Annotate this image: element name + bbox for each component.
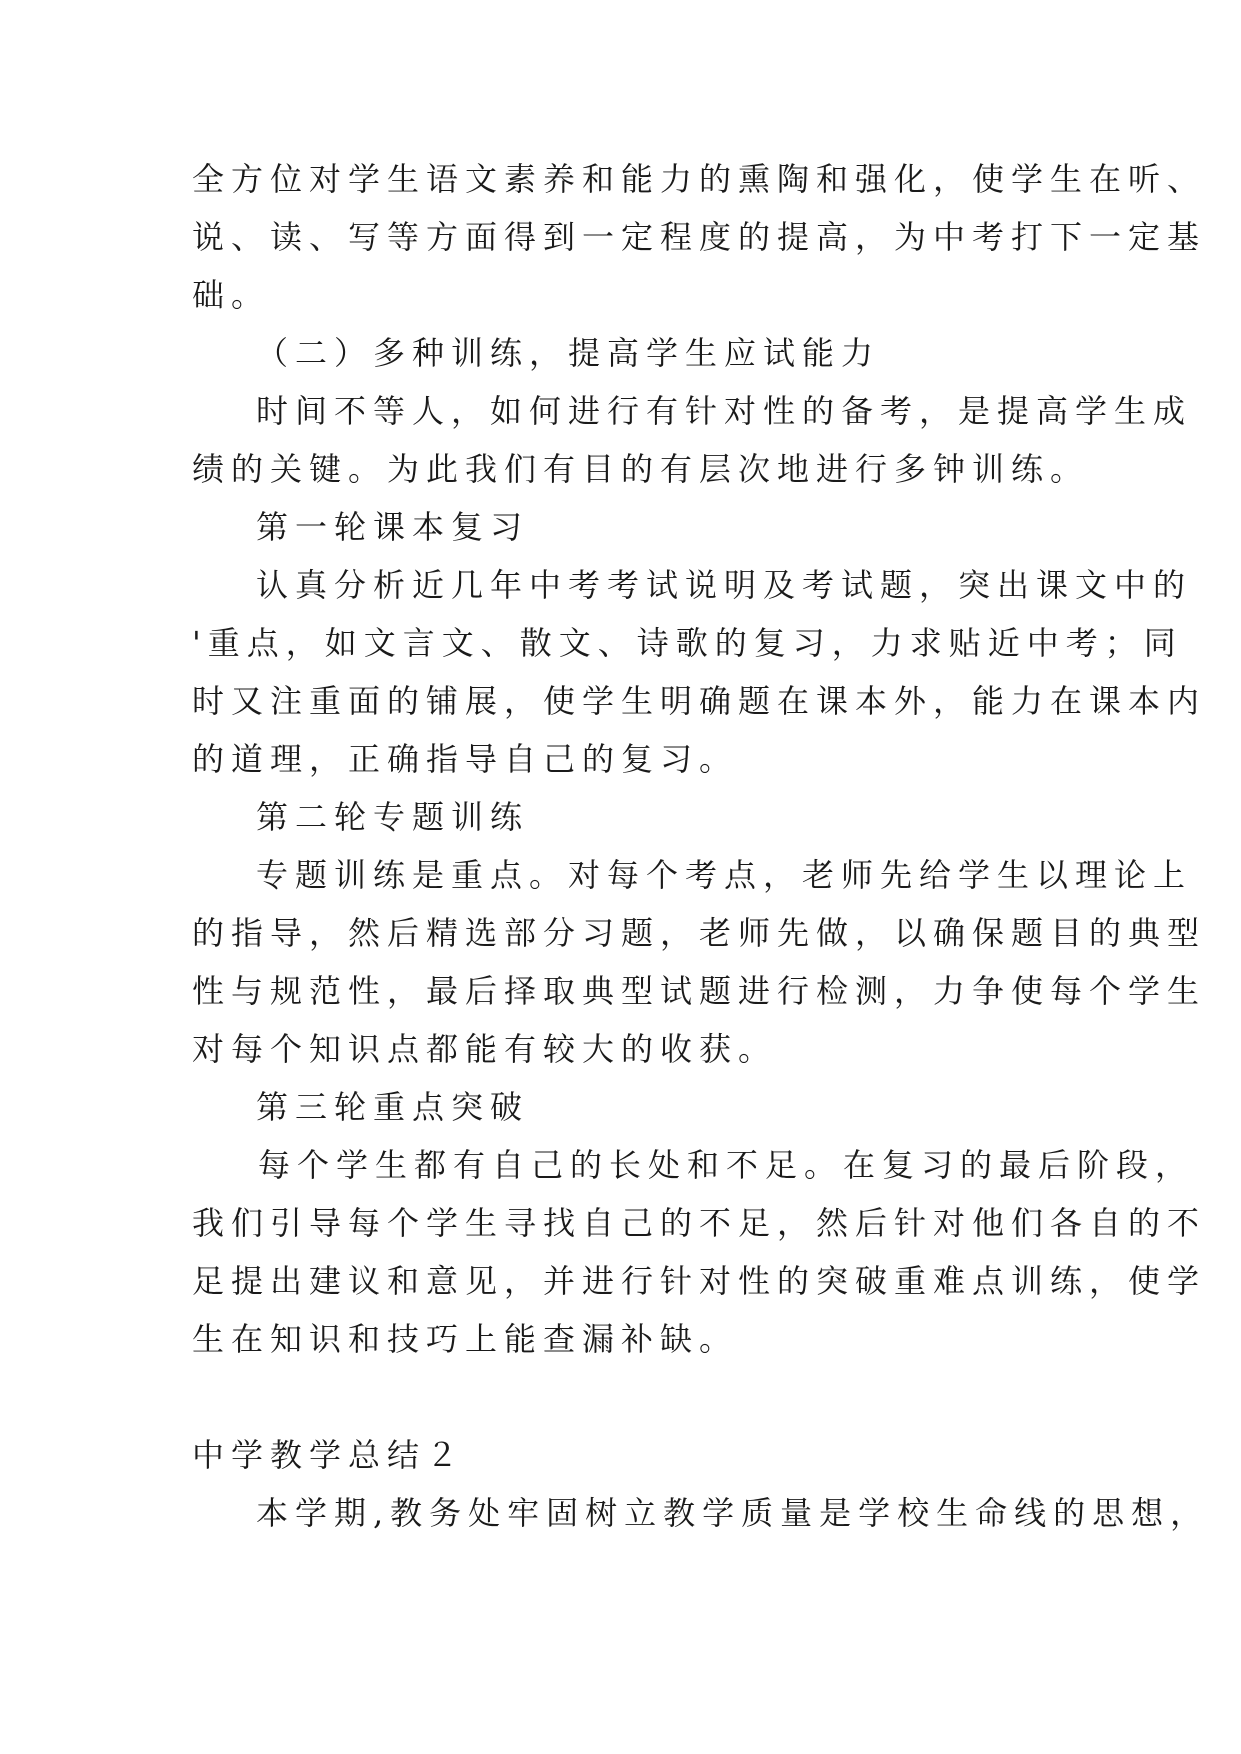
body-line: 的道理，正确指导自己的复习。 — [192, 740, 739, 778]
paragraph-first-line: 时间不等人，如何进行有针对性的备考，是提高学生成 — [256, 392, 1193, 430]
body-line: 时又注重面的铺展，使学生明确题在课本外，能力在课本内 — [192, 682, 1207, 720]
body-line: 我们引导每个学生寻找自己的不足，然后针对他们各自的不 — [192, 1204, 1207, 1242]
paragraph-first-line: 本学期,教务处牢固树立教学质量是学校生命线的思想， — [256, 1494, 1210, 1532]
body-line: 础。 — [192, 276, 271, 314]
paragraph-first-line: 认真分析近几年中考考试说明及考试题，突出课文中的 — [256, 566, 1193, 604]
body-line: 绩的关键。为此我们有目的有层次地进行多钟训练。 — [192, 450, 1090, 488]
subsection-heading: 第一轮课本复习 — [256, 508, 530, 546]
document-body — [192, 150, 1210, 1542]
body-line: '重点，如文言文、散文、诗歌的复习，力求贴近中考；同 — [192, 624, 1183, 662]
paragraph-first-line: 每个学生都有自己的长处和不足。在复习的最后阶段， — [258, 1146, 1195, 1184]
paragraph-first-line: 专题训练是重点。对每个考点，老师先给学生以理论上 — [256, 856, 1193, 894]
subsection-heading: 第三轮重点突破 — [256, 1088, 530, 1126]
section-heading: （二）多种训练，提高学生应试能力 — [256, 334, 881, 372]
subsection-heading: 第二轮专题训练 — [256, 798, 530, 836]
body-line: 的指导，然后精选部分习题，老师先做，以确保题目的典型 — [192, 914, 1207, 952]
body-line: 说、读、写等方面得到一定程度的提高，为中考打下一定基 — [192, 218, 1207, 256]
article-title: 中学教学总结２ — [192, 1436, 466, 1474]
body-line: 足提出建议和意见，并进行针对性的突破重难点训练，使学 — [192, 1262, 1207, 1300]
body-line: 生在知识和技巧上能查漏补缺。 — [192, 1320, 739, 1358]
body-line: 全方位对学生语文素养和能力的熏陶和强化，使学生在听、 — [192, 160, 1207, 198]
body-line: 性与规范性，最后择取典型试题进行检测，力争使每个学生 — [192, 972, 1207, 1010]
blank-line — [192, 1368, 1052, 1426]
body-line: 对每个知识点都能有较大的收获。 — [192, 1030, 778, 1068]
